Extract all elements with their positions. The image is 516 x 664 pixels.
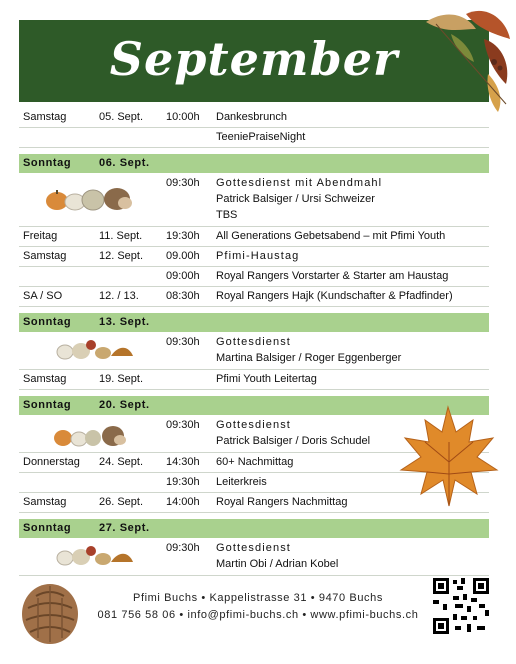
pumpkins-leaves-icon bbox=[43, 542, 135, 568]
table-row: 09:00h Royal Rangers Vorstarter & Starter am Haustag bbox=[19, 267, 489, 287]
table-row: 19:30h Leiterkreis bbox=[19, 473, 489, 493]
table-row: Samstag 19. Sept. Pfimi Youth Leitertag bbox=[19, 370, 489, 390]
pumpkins-hedgehog-icon bbox=[43, 177, 135, 213]
sunday-bar: Sonntag 20. Sept. bbox=[19, 396, 489, 415]
table-row: TeeniePraiseNight bbox=[19, 128, 489, 148]
page-title: September bbox=[109, 32, 399, 86]
maple-leaf-icon bbox=[393, 402, 503, 512]
sunday-bar: Sonntag 13. Sept. bbox=[19, 313, 489, 332]
table-row: Samstag 12. Sept. 09.00h Pfimi-Haustag bbox=[19, 247, 489, 267]
sunday-bar: Sonntag 27. Sept. bbox=[19, 519, 489, 538]
table-row: Samstag 26. Sept. 14:00h Royal Rangers Nachmittag bbox=[19, 493, 489, 513]
sunday-bar: Sonntag 06. Sept. bbox=[19, 154, 489, 173]
table-row: Samstag 05. Sept. 10:00h Dankesbrunch bbox=[19, 108, 489, 128]
service-row: 09:30h Gottesdienst mit Abendmahl Patrick Balsiger / Ursi Schweizer TBS bbox=[19, 173, 489, 227]
qr-code-icon[interactable] bbox=[431, 576, 491, 636]
service-row: 09:30h Gottesdienst Patrick Balsiger / Doris Schudel bbox=[19, 415, 489, 453]
pumpkins-leaves-icon bbox=[43, 336, 135, 362]
autumn-leaves-corner-icon bbox=[406, 4, 516, 114]
footer-contact: 081 756 58 06 • info@pfimi-buchs.ch • www.pfimi-buchs.ch bbox=[97, 609, 419, 621]
table-row: Freitag 11. Sept. 19:30h All Generations Gebetsabend – mit Pfimi Youth bbox=[19, 227, 489, 247]
pumpkins-hedgehog-icon bbox=[43, 419, 135, 449]
service-row: 09:30h Gottesdienst Martin Obi / Adrian Kobel bbox=[19, 538, 489, 576]
service-row: 09:30h Gottesdienst Martina Balsiger / Roger Eggenberger bbox=[19, 332, 489, 370]
table-row: Donnerstag 24. Sept. 14:30h 60+ Nachmittag bbox=[19, 453, 489, 473]
footer-address: Pfimi Buchs • Kappelistrasse 31 • 9470 Buchs bbox=[133, 592, 383, 604]
table-row: SA / SO 12. / 13. 08:30h Royal Rangers Hajk (Kundschafter & Pfadfinder) bbox=[19, 287, 489, 307]
